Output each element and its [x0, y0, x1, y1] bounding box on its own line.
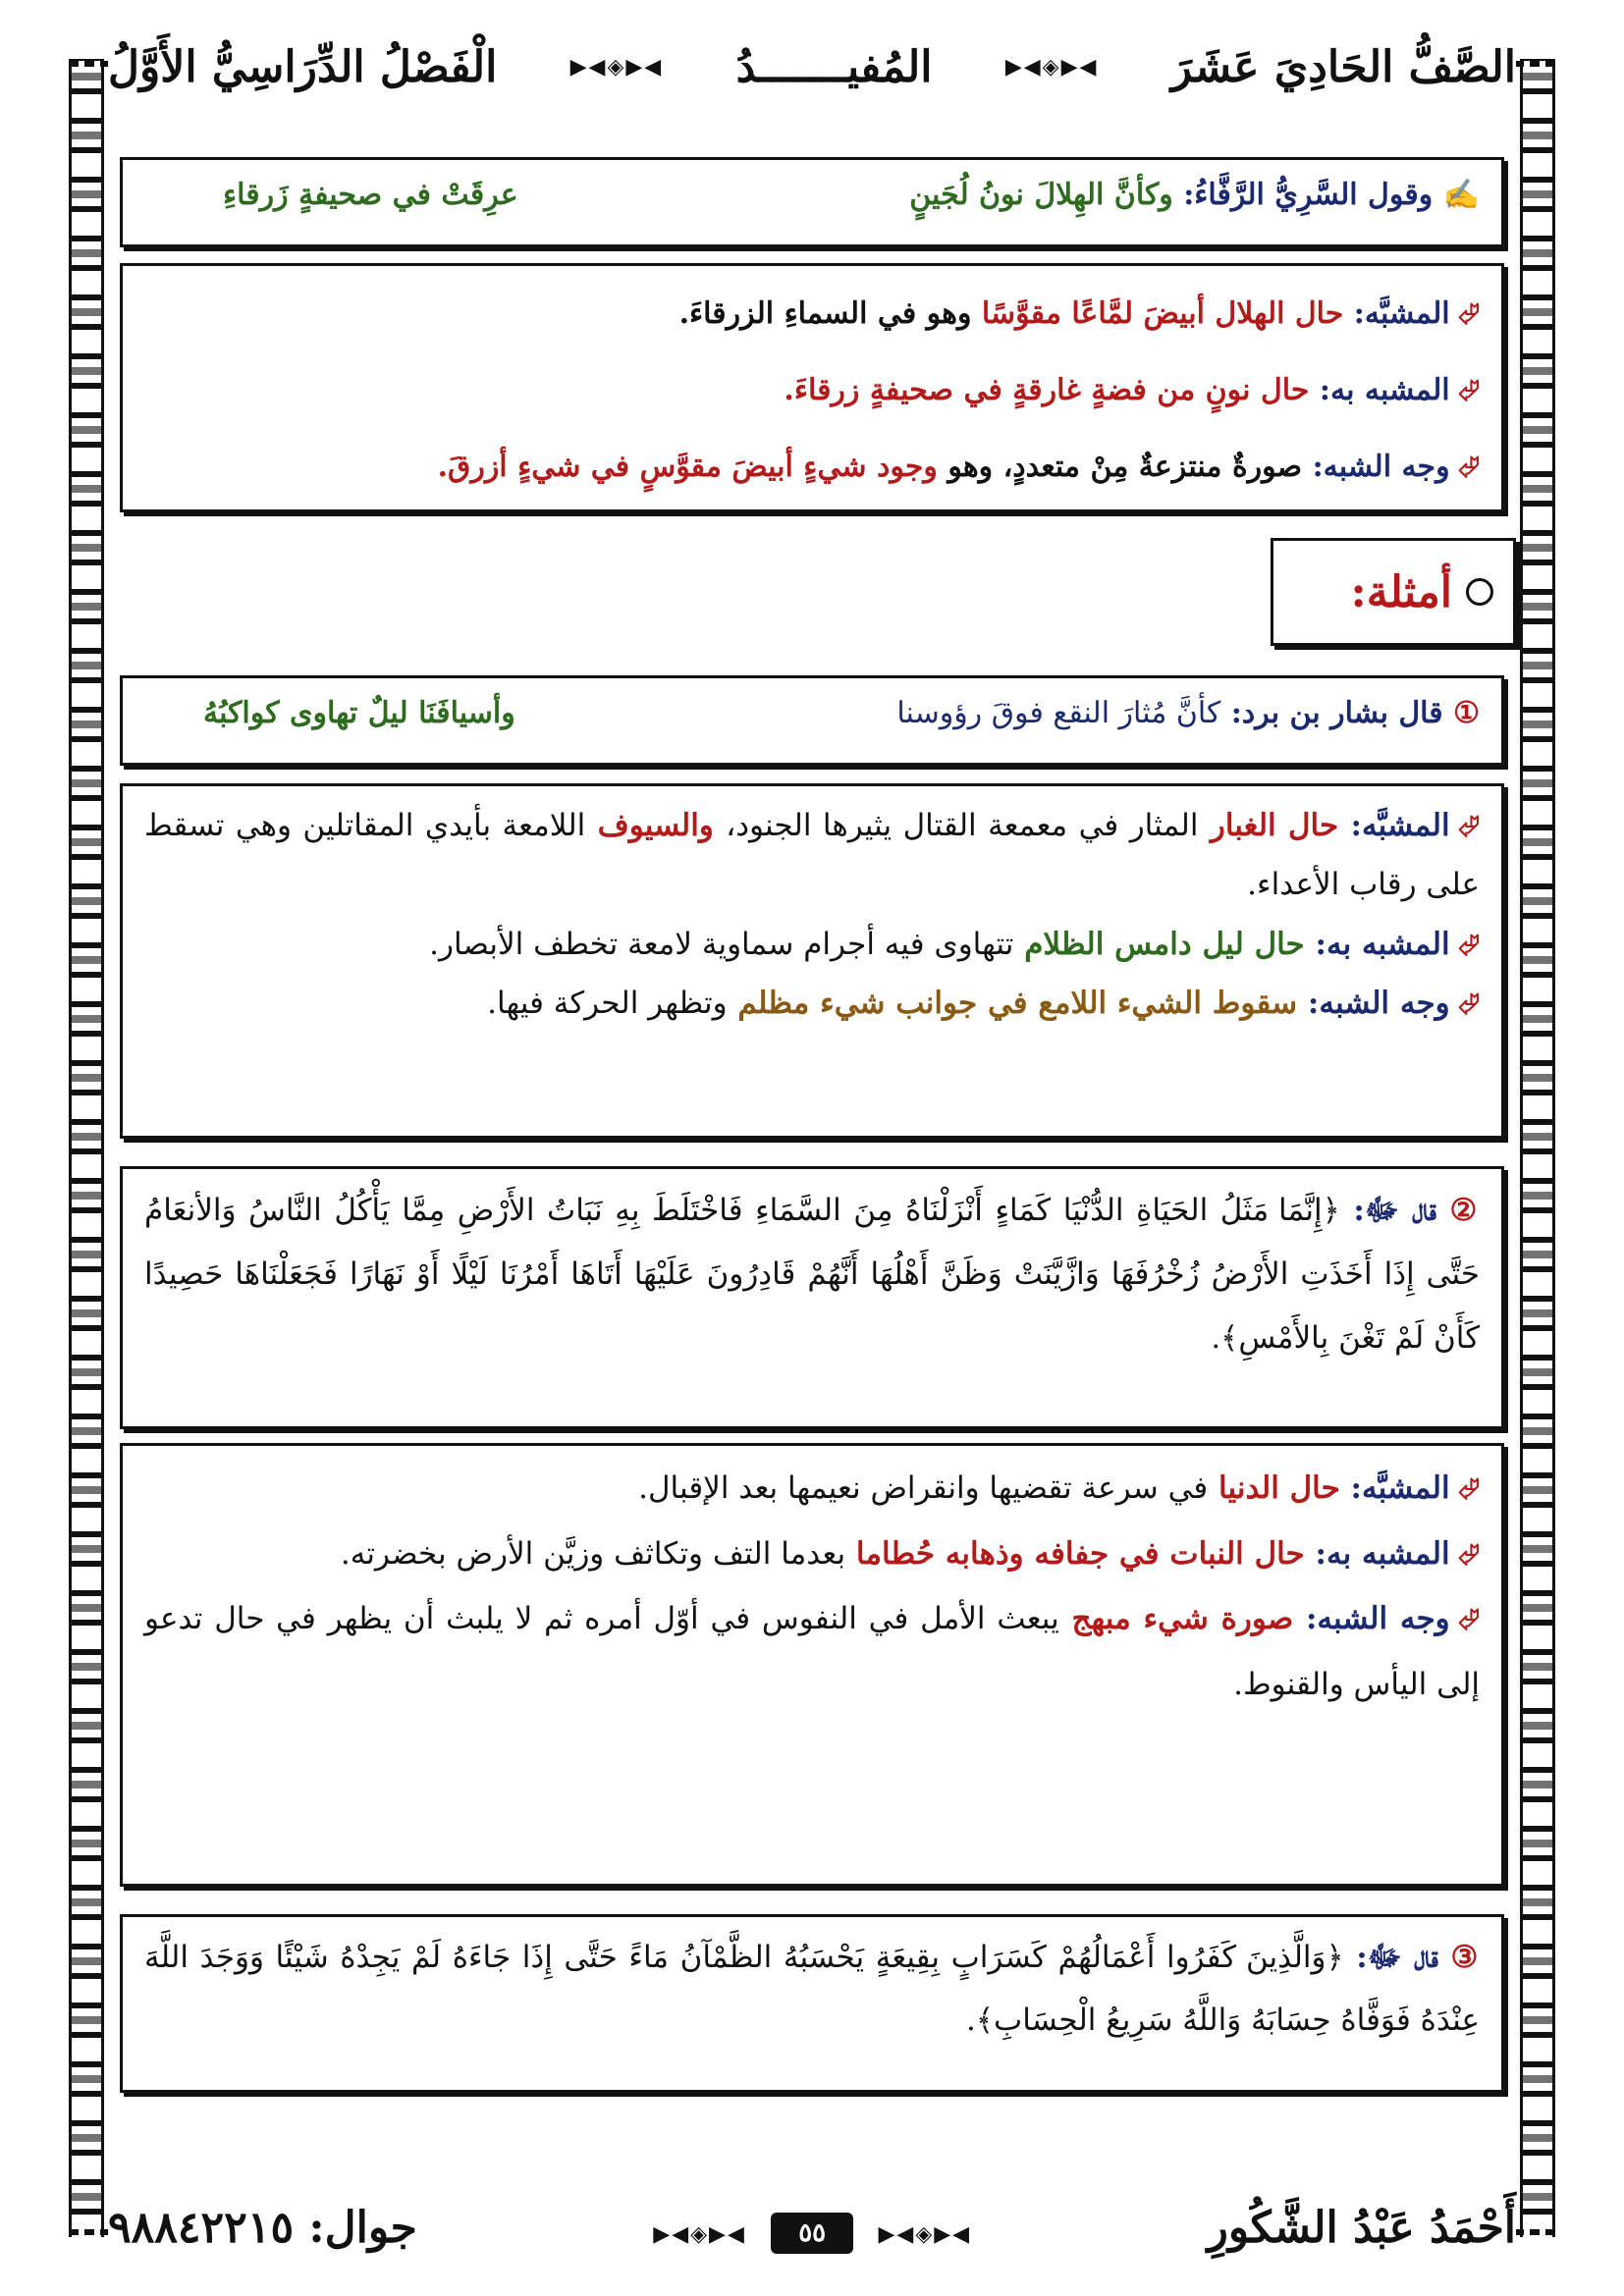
author-name: أَحْمَدُ عَبْدُ الشَّكُورِ [1207, 2202, 1516, 2253]
example-3-verse-box [120, 1914, 1504, 2093]
phone-number: جوال: ٩٨٨٤٢٢١٥ [108, 2202, 417, 2253]
arrow-icon: ⮰ [1457, 988, 1480, 1021]
page-number: ٥٥ [771, 2213, 853, 2254]
example-1-verse-box [120, 675, 1504, 766]
header-ornament: ◀▶◈◀▶ [569, 54, 664, 80]
poem-box-sari [120, 157, 1504, 247]
right-border-ornament [1520, 59, 1555, 2237]
speaker-label: وقول السَّرِيُّ الرَّفَّاءُ: [1183, 178, 1434, 212]
analysis-line-mushabbah: ⮰المشبَّه: حال الغبار المثار في معمعة القتال يثيرها الجنود، والسيوف اللامعة بأيدي المقاتلين وهي تسقط على رقاب الأعداء. [144, 808, 1481, 903]
speaker-label: قال ﷻ: [1356, 1940, 1438, 1975]
hemistich-1: وكأنَّ الهِلالَ نونُ لُجَينٍ [909, 178, 1173, 212]
arrow-icon: ⮰ [1457, 1472, 1480, 1505]
verse-row [144, 688, 1480, 740]
footer-ornament: ◀▶◈◀▶ [653, 2220, 746, 2247]
example-2-verse-box [120, 1166, 1504, 1429]
circle-bullet-icon [1466, 578, 1493, 606]
grade-title: الصَّفُّ الحَادِيَ عَشَرَ [1170, 41, 1516, 92]
header-ornament: ◀▶◈◀▶ [1004, 54, 1099, 80]
example-number: ② [1449, 1193, 1481, 1228]
example-1-analysis-box [120, 783, 1504, 1139]
analysis-line-mushabbah-bih: ⮰المشبه به: حال نونٍ من فضةٍ غارقةٍ في صحيفةٍ زرقاءَ. [784, 373, 1480, 407]
arrow-icon: ⮰ [1457, 928, 1480, 961]
arrow-icon: ⮰ [1457, 1603, 1480, 1636]
arrow-icon: ⮰ [1457, 810, 1481, 842]
arrow-icon: ⮰ [1457, 1537, 1480, 1571]
analysis-line-mushabbah-bih: ⮰المشبه به: حال ليل دامس الظلام تتهاوى فيه أجرام سماوية لامعة تخطف الأبصار. [429, 926, 1480, 962]
speaker-label: قال ﷻ: [1353, 1193, 1436, 1228]
arrow-icon: ⮰ [1457, 451, 1480, 483]
speaker-label: قال بشار بن برد: [1230, 696, 1443, 730]
left-border-ornament [69, 59, 104, 2237]
quran-verse: ﴿وَالَّذِينَ كَفَرُوا أَعْمَالُهُمْ كَسَرَابٍ بِقِيعَةٍ يَحْسَبُهُ الظَّمْآنُ مَاءً حَتَّى إِذَا جَاءَهُ لَمْ يَجِدْهُ شَيْئًا وَوَجَدَ اللَّهَ عِنْدَهُ فَوَفَّاهُ حِسَابَهُ وَاللَّهُ سَرِيعُ الْحِسَابِ﴾. [144, 1940, 1480, 2038]
hemistich-2: وأسيافَنَا ليلٌ تهاوى كواكبُهُ [203, 696, 515, 730]
hemistich-2: عرِقَتْ في صحيفةٍ زَرقاءِ [223, 178, 518, 212]
quran-verse: ﴿إِنَّمَا مَثَلُ الحَيَاةِ الدُّنْيَا كَمَاءٍ أَنْزَلْنَاهُ مِنَ السَّمَاءِ فَاخْتَلَطَ بِهِ نَبَاتُ الأَرْضِ مِمَّا يَأْكُلُ النَّاسُ وَالأنعَامُ حَتَّى إِذَا أَخَذَتِ الأَرْضُ زُخْرُفَهَا وَازَّيَّنَتْ وَظَنَّ أَهْلُهَا أَنَّهُمْ قَادِرُونَ عَلَيْهَا أَتَاهَا أَمْرُنَا لَيْلًا أَوْ نَهَارًا فَجَعَلْنَاهَا حَصِيدًا كَأَنْ لَمْ تَغْنَ بِالأَمْسِ﴾. [144, 1193, 1480, 1357]
hemistich-1: كأنَّ مُثارَ النقع فوقَ رؤوسنا [896, 696, 1221, 730]
term-title: الْفَصْلُ الدِّرَاسِيُّ الأَوَّلُ [108, 41, 498, 92]
arrow-icon: ⮰ [1457, 374, 1480, 406]
page-footer [108, 2188, 1516, 2267]
book-title: المُفيـــــــدُ [735, 41, 933, 92]
footer-ornament: ◀▶◈◀▶ [878, 2220, 972, 2247]
example-number: ③ [1450, 1940, 1481, 1975]
page-header [108, 27, 1516, 106]
arrow-icon: ⮰ [1457, 297, 1480, 330]
example-number: ① [1453, 696, 1480, 730]
page-number-group [653, 2202, 971, 2254]
pen-icon: ✍ [1442, 178, 1480, 212]
analysis-line-mushabbah: ⮰المشبَّه: حال الدنيا في سرعة تقضيها وانقراض نعيمها بعد الإقبال. [638, 1470, 1480, 1506]
analysis-line-wajh: ⮰وجه الشبه: صورة شيء مبهج يبعث الأمل في النفوس في أوّل أمره ثم لا يلبث أن يظهر في حال تدعو إلى اليأس والقنوط. [144, 1601, 1480, 1702]
analysis-line-wajh: ⮰وجه الشبه: صورةٌ منتزعةٌ مِنْ متعددٍ، وهو وجود شيءٍ أبيضَ مقوَّسٍ في شيءٍ أزرقَ. [437, 450, 1480, 484]
section-title-examples: أمثلة: [1271, 538, 1516, 646]
verse-row [144, 170, 1480, 222]
analysis-box-sari [120, 263, 1504, 512]
analysis-line-mushabbah: ⮰المشبَّه: حال الهلال أبيضَ لمَّاعًا مقوَّسًا وهو في السماءِ الزرقاءَ. [678, 296, 1480, 331]
analysis-line-mushabbah-bih: ⮰المشبه به: حال النبات في جفافه وذهابه حُطاما بعدما التف وتكاثف وزيَّن الأرض بخضرته. [340, 1535, 1480, 1572]
analysis-line-wajh: ⮰وجه الشبه: سقوط الشيء اللامع في جوانب شيء مظلم وتظهر الحركة فيها. [487, 986, 1480, 1022]
example-2-analysis-box [120, 1443, 1504, 1887]
